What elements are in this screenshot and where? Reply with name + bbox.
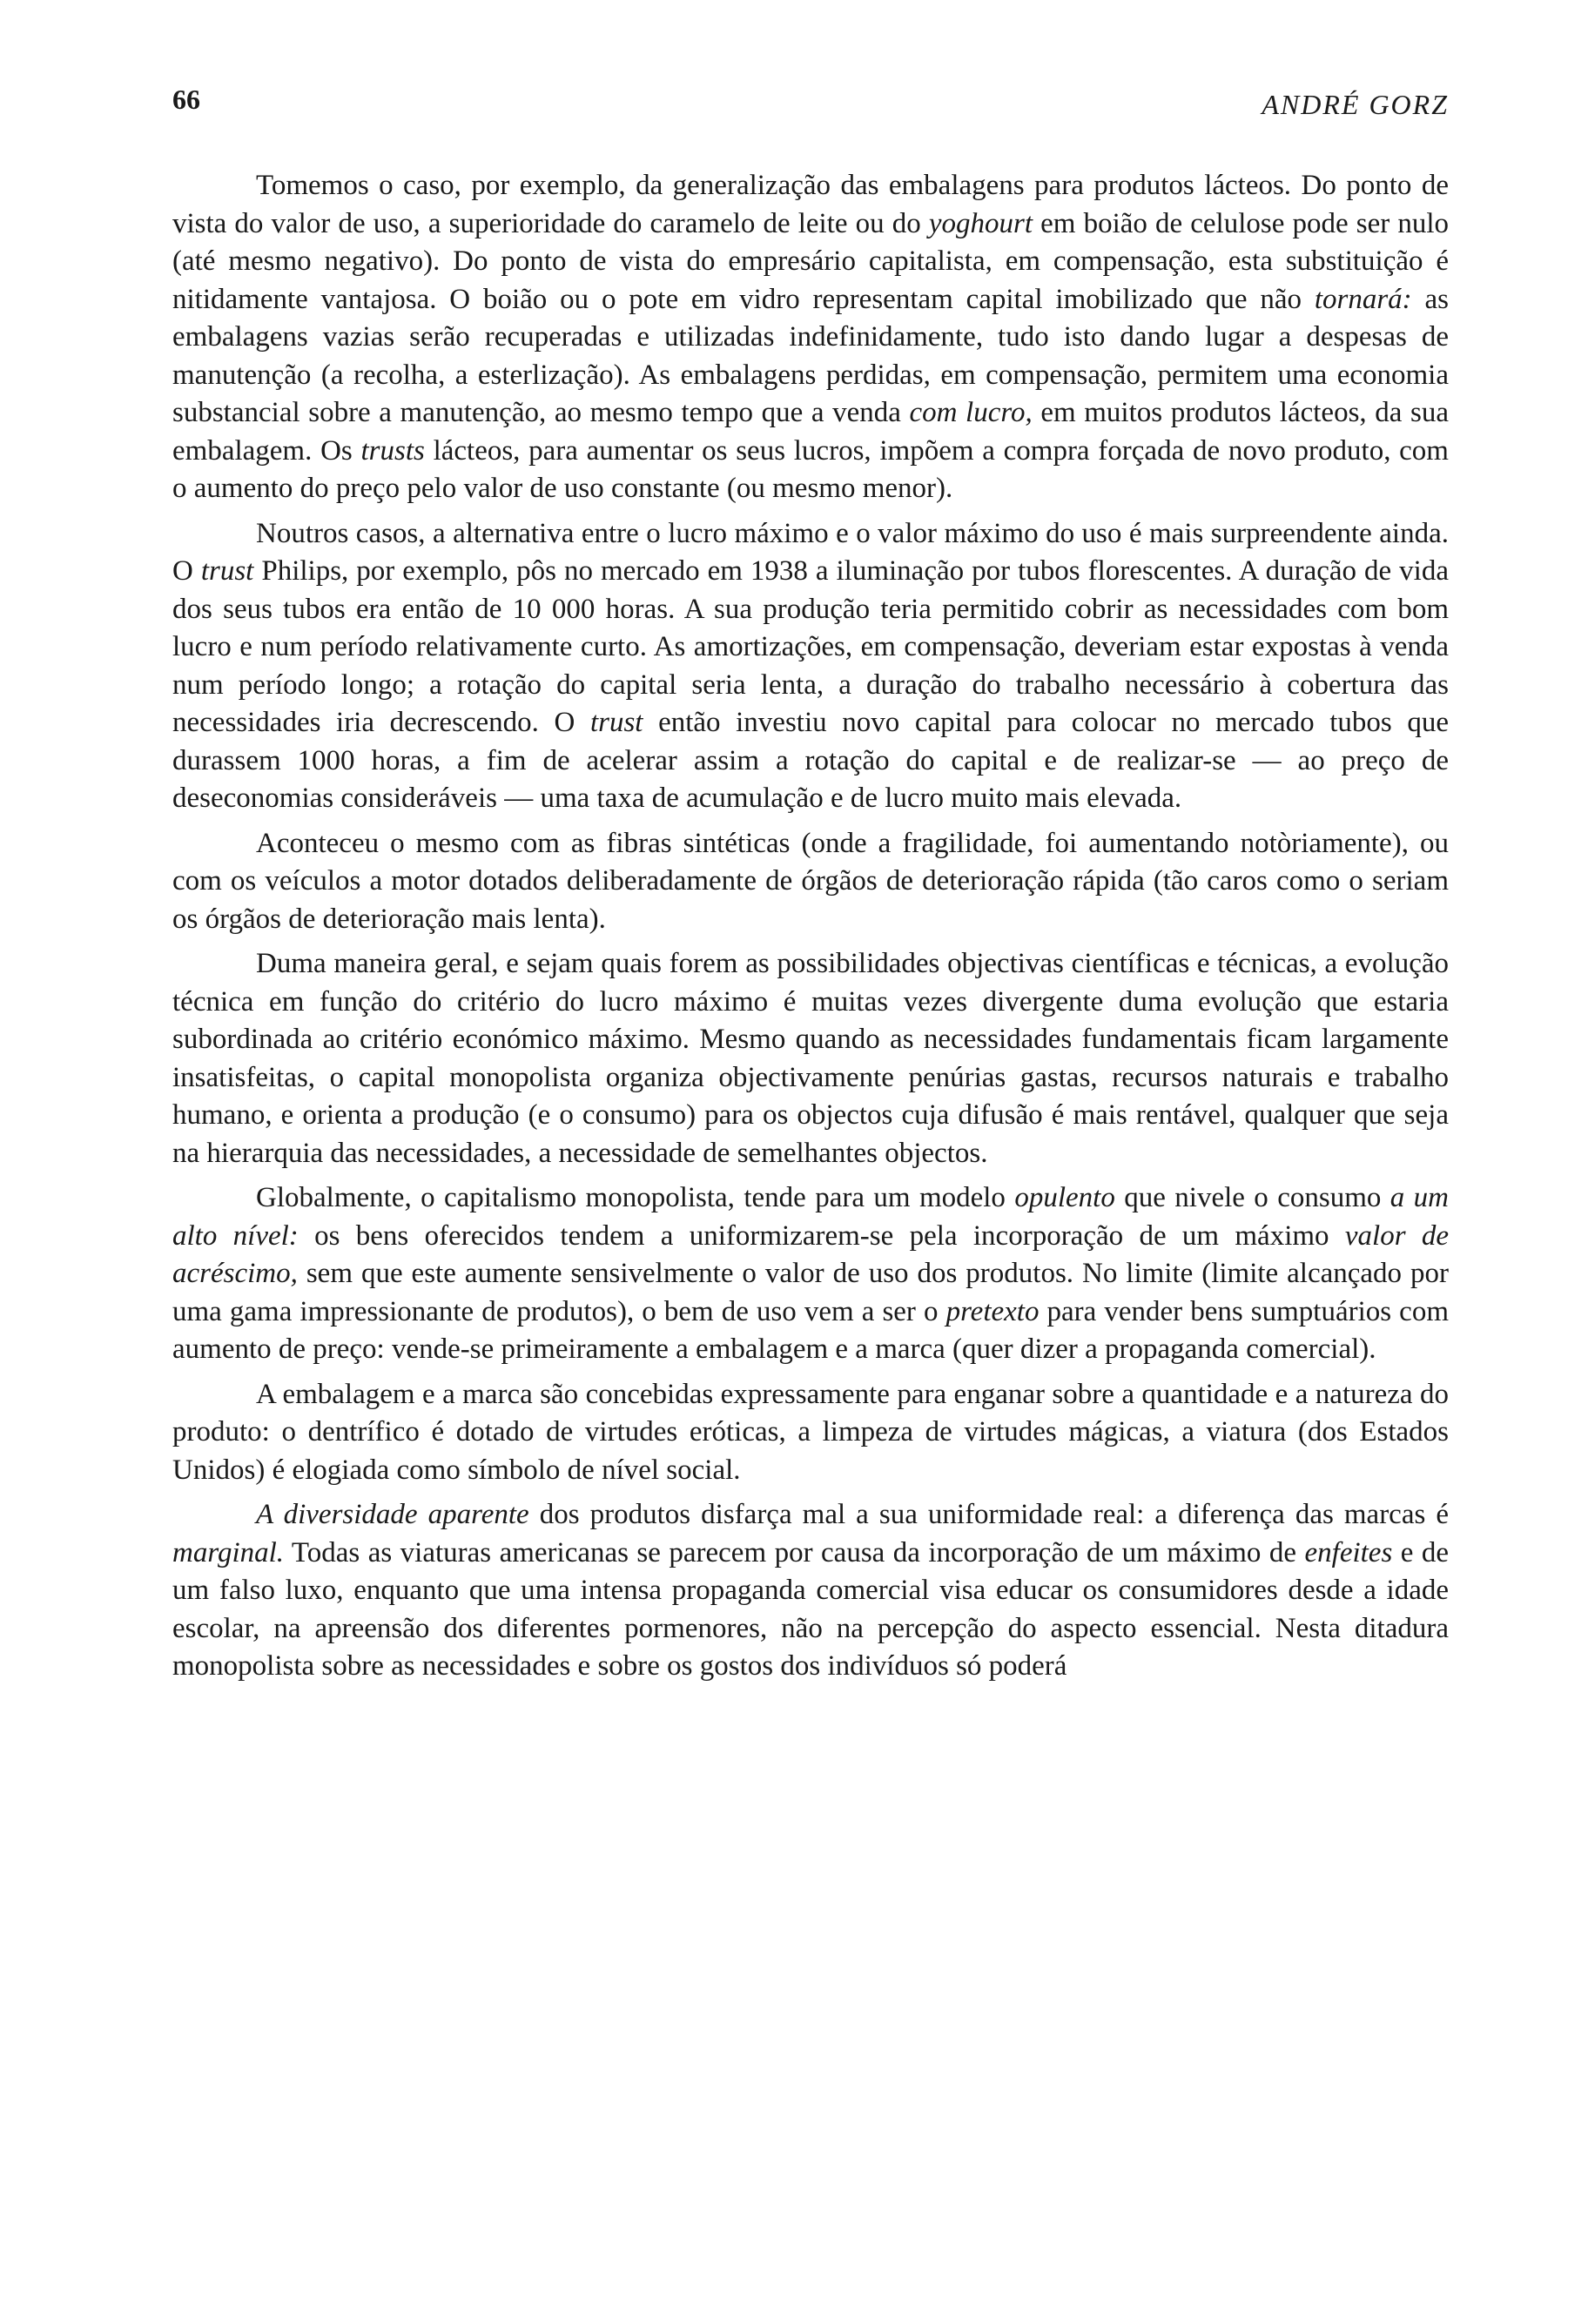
italic-text: valor de acréscimo, [172, 1219, 1449, 1289]
text-run: lácteos, para aumentar os seus lucros, impõem a compra forçada de novo produto, com o aumento do preço pelo valor de uso constante (ou mesmo menor). [172, 434, 1449, 504]
italic-text: trusts [360, 434, 425, 467]
text-run: Noutros casos, a alternativa entre o lucro máximo e o valor máximo do uso é mais surpreendente ainda. O [172, 517, 1449, 587]
text-run: Globalmente, o capitalismo monopolista, tende para um modelo [256, 1182, 1015, 1213]
italic-text: enfeites [1304, 1536, 1393, 1568]
italic-text: opulento [1014, 1182, 1115, 1213]
text-run: Tomemos o caso, por exemplo, da generalização das embalagens para produtos lácteos. Do ponto de vista do valor de uso, a superioridade do caramelo de leite ou do [172, 170, 1449, 239]
text-run: Todas as viaturas americanas se parecem por causa da incorporação de um máximo de [284, 1536, 1305, 1568]
text-run: então investiu novo capital para colocar no mercado tubos que durassem 1000 horas, a fim de acelerar assim a rotação do capital e de realizar-se — ao preço de deseconomias consideráveis — uma taxa de acumulação e de lucro muito mais elevada. [172, 707, 1449, 814]
text-run: os bens oferecidos tendem a uniformizarem-se pela incorporação de um máximo [298, 1219, 1345, 1252]
paragraph [172, 1496, 1449, 1686]
italic-text: com lucro, [909, 397, 1033, 428]
italic-text: pretexto [945, 1295, 1040, 1327]
text-run: e de um falso luxo, enquanto que uma intensa propaganda comercial visa educar os consumidores desde a idade escolar, na apreensão dos diferentes pormenores, não na percepção do aspecto essencial. Nesta ditadura monopolista sobre as necessidades e sobre os gostos dos indivíduos só poderá [172, 1536, 1450, 1682]
text-run: Duma maneira geral, e sejam quais forem as possibilidades objectivas científicas e técnicas, a evolução técnica em função do critério do lucro máximo é muitas vezes divergente duma evolução que estaria subordinada ao critério económico máximo. Mesmo quando as necessidades fundamentais ficam largamente insatisfeitas, o capital monopolista organiza objectivamente penúrias gastas, recursos naturais e trabalho humano, e orienta a produção (e o consumo) para os objectos cuja difusão é mais rentável, qualquer que seja na hierarquia das necessidades, a necessidade de semelhantes objectos. [172, 948, 1449, 1169]
text-run: A embalagem e a marca são concebidas expressamente para enganar sobre a quantidade e a natureza do produto: o dentrífico é dotado de virtudes eróticas, a limpeza de virtudes mágicas, a viatura (dos Estados Unidos) é elogiada como símbolo de nível social. [172, 1378, 1449, 1486]
text-run: para vender bens sumptuários com aumento de preço: vende-se primeiramente a embalagem e a marca (quer dizer a propaganda comercial). [172, 1295, 1449, 1365]
text-run: Aconteceu o mesmo com as fibras sintéticas (onde a fragilidade, foi aumentando notòriamente), ou com os veículos a motor dotados deliberadamente de órgãos de deterioração rápida (tão caros como o seriam os órgãos de deterioração mais lenta). [172, 827, 1449, 935]
italic-text: marginal. [172, 1536, 285, 1568]
paragraph [172, 167, 1449, 508]
running-head [172, 84, 1449, 118]
page-number: 66 [172, 84, 200, 115]
body-text [172, 167, 1449, 1686]
text-run: sem que este aumente sensivelmente o valor de uso dos produtos. No limite (limite alcançado por uma gama impressionante de produtos), o bem de uso vem a ser o [172, 1258, 1449, 1327]
paragraph [172, 515, 1449, 818]
book-page [172, 84, 1449, 1693]
italic-text: yoghourt [928, 207, 1033, 239]
running-title: ANDRÉ GORZ [1262, 89, 1449, 120]
text-run: Philips, por exemplo, pôs no mercado em 1938 a iluminação por tubos florescentes. A duração de vida dos seus tubos era então de 10 000 horas. A sua produção teria permitido cobrir as necessidades com bom lucro e num período relativamente curto. As amortizações, em compensação, deveriam estar expostas à venda num período longo; a rotação do capital seria lenta, a duração do trabalho necessário à cobertura das necessidades iria decrescendo. O [172, 555, 1449, 738]
text-run: que nivele o consumo [1114, 1182, 1390, 1213]
italic-text: trust [589, 707, 643, 738]
text-run: as embalagens vazias serão recuperadas e utilizadas indefinidamente, tudo isto dando lugar a despesas de manutenção (a recolha, a esterlização). As embalagens perdidas, em compensação, permitem uma economia substancial sobre a manutenção, ao mesmo tempo que a venda [172, 283, 1449, 428]
italic-text: trust [200, 555, 254, 587]
paragraph [172, 945, 1449, 1172]
text-run: em muitos produtos lácteos, da sua embalagem. Os [172, 397, 1449, 467]
paragraph [172, 825, 1449, 939]
italic-text: tornará: [1314, 283, 1412, 315]
paragraph [172, 1376, 1449, 1490]
italic-text: A diversidade aparente [256, 1499, 529, 1530]
text-run: dos produtos disfarça mal a sua uniformidade real: a diferença das marcas é [528, 1499, 1450, 1530]
italic-text: a um alto nível: [172, 1182, 1449, 1252]
text-run: em boião de celulose pode ser nulo (até mesmo negativo). Do ponto de vista do empresário capitalista, em compensação, esta substituição é nitidamente vantajosa. O boião ou o pote em vidro representam capital imobilizado que não [172, 207, 1449, 315]
paragraph [172, 1179, 1449, 1369]
